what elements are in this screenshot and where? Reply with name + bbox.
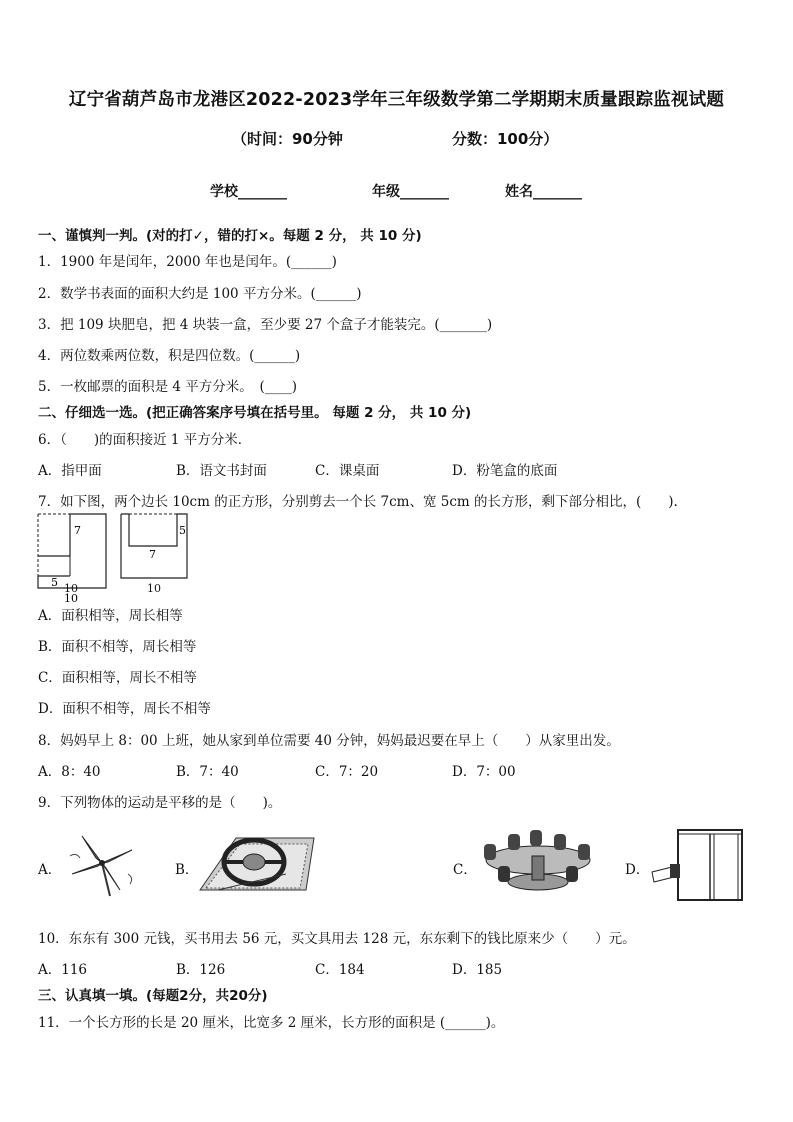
q9-option-a-label: A． <box>38 862 62 878</box>
q7-fig1-label-7: 7 <box>74 524 81 537</box>
q9-option-d-label: D． <box>625 862 650 878</box>
q9-option-b-label: B． <box>175 862 199 878</box>
q7-fig1-label-5: 5 <box>51 576 58 589</box>
q7-fig1-bottom-label: 10 <box>64 582 78 595</box>
q8-option-d: D．7：00 <box>452 764 516 780</box>
question-4: 4．两位数乘两位数，积是四位数。(______) <box>38 348 301 364</box>
exam-time: （时间：90分钟 <box>232 130 343 148</box>
q10-option-c: C．184 <box>315 962 365 978</box>
question-9: 9．下列物体的运动是平移的是（ )。 <box>38 795 282 811</box>
q7-fig2-label-7: 7 <box>149 548 156 561</box>
q7-figure-2 <box>119 512 191 584</box>
q6-option-d: D．粉笔盒的底面 <box>452 463 558 479</box>
section-heading-choice: 二、仔细选一选。(把正确答案序号填在括号里。 每题 2 分， 共 10 分) <box>38 405 472 421</box>
q10-option-d: D．185 <box>452 962 503 978</box>
q9-option-c-label: C． <box>453 862 477 878</box>
school-field[interactable]: 学校_______ <box>210 184 287 200</box>
page-title: 辽宁省葫芦岛市龙港区2022-2023学年三年级数学第二学期期末质量跟踪监视试题 <box>68 90 725 110</box>
q10-option-b: B．126 <box>176 962 226 978</box>
question-11: 11．一个长方形的长是 20 厘米，比宽多 2 厘米，长方形的面积是 (______)。 <box>38 1015 505 1031</box>
name-field[interactable]: 姓名_______ <box>505 184 582 200</box>
q10-option-a: A．116 <box>38 962 88 978</box>
question-7: 7．如下图，两个边长 10cm 的正方形，分别剪去一个长 7cm、宽 5cm 的长方形，剩下部分相比，( ). <box>38 494 678 510</box>
q7-option-b: B．面积不相等，周长相等 <box>38 639 197 655</box>
q7-fig1-label-10: 10 <box>64 592 78 605</box>
question-6: 6．（ )的面积接近 1 平方分米． <box>38 432 252 448</box>
steering-wheel-image <box>196 830 316 896</box>
section-heading-judge: 一、谨慎判一判。(对的打✓，错的打×。每题 2 分， 共 10 分) <box>38 228 422 244</box>
question-8: 8．妈妈早上 8：00 上班，她从家到单位需要 40 分钟，妈妈最迟要在早上（ ）从家里出发。 <box>38 733 620 749</box>
question-3: 3．把 109 块肥皂，把 4 块装一盒，至少要 27 个盒子才能装完。(_______) <box>38 317 493 333</box>
q7-option-d: D．面积不相等，周长不相等 <box>38 701 211 717</box>
question-5: 5．一枚邮票的面积是 4 平方分米。 (____) <box>38 379 298 395</box>
q6-option-b: B．语文书封面 <box>176 463 267 479</box>
q8-option-a: A．8：40 <box>38 764 101 780</box>
question-10: 10．东东有 300 元钱，买书用去 56 元，买文具用去 128 元，东东剩下的钱比原来少（ ）元。 <box>38 931 636 947</box>
q8-option-b: B．7：40 <box>176 764 239 780</box>
question-2: 2．数学书表面的面积大约是 100 平方分米。(______) <box>38 286 362 302</box>
q7-option-c: C．面积相等，周长不相等 <box>38 670 197 686</box>
q7-fig2-label-5: 5 <box>179 524 186 537</box>
exam-score: 分数：100分） <box>452 130 559 148</box>
pinwheel-image <box>62 828 142 898</box>
q7-fig2-bottom-label: 10 <box>147 582 161 595</box>
q6-option-c: C．课桌面 <box>315 463 380 479</box>
sliding-window-image <box>648 824 748 904</box>
section-heading-fill: 三、认真填一填。(每题2分，共20分) <box>38 988 268 1004</box>
q6-option-a: A．指甲面 <box>38 463 102 479</box>
question-1: 1．1900 年是闰年，2000 年也是闰年。(______) <box>38 254 337 270</box>
grade-field[interactable]: 年级_______ <box>372 184 449 200</box>
q8-option-c: C．7：20 <box>315 764 379 780</box>
carousel-image <box>478 830 598 896</box>
q7-option-a: A．面积相等，周长相等 <box>38 608 183 624</box>
